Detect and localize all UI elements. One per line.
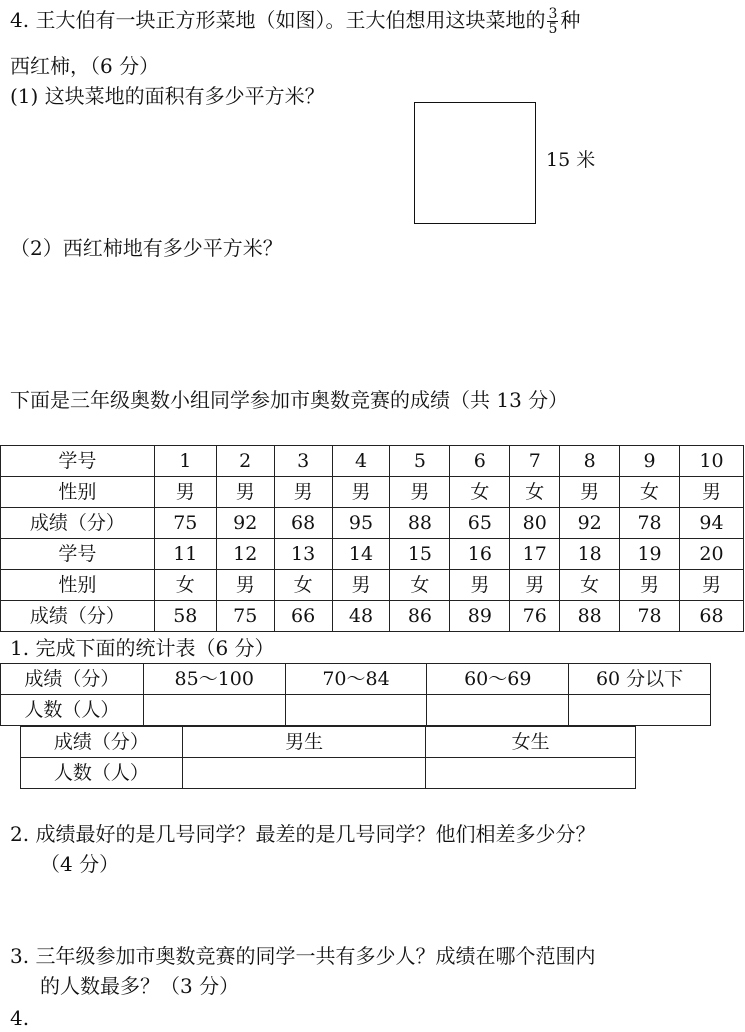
score-table-cell: 女 xyxy=(510,477,560,508)
problem4-line1-suffix: 种 xyxy=(560,8,581,32)
score-table-cell: 16 xyxy=(450,539,510,570)
score-table-cell: 58 xyxy=(154,601,216,632)
score-table-cell: 男 xyxy=(560,477,620,508)
score-table-row xyxy=(1,446,744,477)
fraction-numerator: 3 xyxy=(548,6,558,22)
score-table-cell: 68 xyxy=(680,601,744,632)
answer-cell-girls[interactable] xyxy=(426,758,636,789)
score-table-cell: 4 xyxy=(332,446,390,477)
score-table-cell: 78 xyxy=(620,601,680,632)
problem4-line1-prefix: 4. 王大伯有一块正方形菜地（如图）。王大伯想用这块菜地的 xyxy=(10,8,546,32)
section-intro: 下面是三年级奥数小组同学参加市奥数竞赛的成绩（共 13 分） xyxy=(10,388,569,412)
question4-text: 4. xyxy=(10,1006,30,1030)
score-table-cell: 78 xyxy=(620,508,680,539)
score-table-row-label: 性别 xyxy=(1,570,155,601)
range-stat-header-row xyxy=(1,664,711,695)
score-table-cell: 男 xyxy=(154,477,216,508)
score-table-cell: 女 xyxy=(450,477,510,508)
range-stat-header-cell: 70～84 xyxy=(285,664,427,695)
score-table-cell: 92 xyxy=(560,508,620,539)
fraction-three-fifths xyxy=(547,7,558,36)
question1-text: 1. 完成下面的统计表（6 分） xyxy=(10,636,275,660)
score-table-cell: 1 xyxy=(154,446,216,477)
problem4-line1 xyxy=(10,6,580,36)
answer-cell-70-84[interactable] xyxy=(285,695,427,726)
score-table-cell: 男 xyxy=(216,570,274,601)
question2-line1: 2. 成绩最好的是几号同学？最差的是几号同学？他们相差多少分？ xyxy=(10,822,596,846)
score-table-cell: 9 xyxy=(620,446,680,477)
score-table-cell: 男 xyxy=(450,570,510,601)
gender-stat-header-cell: 女生 xyxy=(426,727,636,758)
score-table-row-label: 性别 xyxy=(1,477,155,508)
score-table-cell: 68 xyxy=(274,508,332,539)
score-table-row xyxy=(1,539,744,570)
score-table-cell: 76 xyxy=(510,601,560,632)
range-stat-header-cell: 成绩（分） xyxy=(1,664,144,695)
score-table-cell: 8 xyxy=(560,446,620,477)
score-table-cell: 男 xyxy=(332,570,390,601)
score-table-cell: 48 xyxy=(332,601,390,632)
score-table-row-label: 成绩（分） xyxy=(1,601,155,632)
score-table-cell: 15 xyxy=(390,539,450,570)
problem4-question2: （2）西红柿地有多少平方米？ xyxy=(10,236,283,260)
score-table-row xyxy=(1,570,744,601)
problem4-question1: (1) 这块菜地的面积有多少平方米？ xyxy=(10,84,325,108)
problem4-line2: 西红柿，（6 分） xyxy=(10,54,160,78)
score-table xyxy=(0,445,744,632)
answer-cell-60-69[interactable] xyxy=(427,695,569,726)
score-table-cell: 20 xyxy=(680,539,744,570)
score-table-cell: 2 xyxy=(216,446,274,477)
gender-stat-header-cell: 成绩（分） xyxy=(21,727,183,758)
score-table-cell: 17 xyxy=(510,539,560,570)
score-table-cell: 10 xyxy=(680,446,744,477)
range-stat-row-label: 人数（人） xyxy=(1,695,144,726)
score-table-body xyxy=(1,446,744,632)
score-table-cell: 18 xyxy=(560,539,620,570)
score-table-cell: 男 xyxy=(680,477,744,508)
score-table-cell: 88 xyxy=(390,508,450,539)
score-table-cell: 94 xyxy=(680,508,744,539)
gender-stat-count-row xyxy=(21,758,636,789)
score-table-cell: 75 xyxy=(216,601,274,632)
range-stat-header-cell: 60 分以下 xyxy=(569,664,711,695)
score-table-cell: 3 xyxy=(274,446,332,477)
score-table-row-label: 学号 xyxy=(1,446,155,477)
score-table-cell: 5 xyxy=(390,446,450,477)
score-table-row-label: 学号 xyxy=(1,539,155,570)
score-table-cell: 男 xyxy=(510,570,560,601)
score-table-cell: 19 xyxy=(620,539,680,570)
range-stat-count-row xyxy=(1,695,711,726)
score-table-cell: 男 xyxy=(332,477,390,508)
gender-stat-header-row xyxy=(21,727,636,758)
question2-line2: （4 分） xyxy=(40,852,120,876)
score-table-cell: 88 xyxy=(560,601,620,632)
range-stat-header-cell: 85～100 xyxy=(143,664,285,695)
score-table-cell: 65 xyxy=(450,508,510,539)
score-table-cell: 12 xyxy=(216,539,274,570)
score-table-cell: 男 xyxy=(680,570,744,601)
answer-cell-85-100[interactable] xyxy=(143,695,285,726)
score-table-cell: 86 xyxy=(390,601,450,632)
score-table-cell: 男 xyxy=(390,477,450,508)
score-table-cell: 女 xyxy=(274,570,332,601)
gender-stat-header-cell: 男生 xyxy=(182,727,426,758)
score-table-cell: 女 xyxy=(154,570,216,601)
score-table-row xyxy=(1,508,744,539)
score-table-cell: 89 xyxy=(450,601,510,632)
score-table-cell: 11 xyxy=(154,539,216,570)
question3-line1: 3. 三年级参加市奥数竞赛的同学一共有多少人？成绩在哪个范围内 xyxy=(10,944,596,968)
score-table-cell: 男 xyxy=(216,477,274,508)
score-table-cell: 男 xyxy=(274,477,332,508)
range-stat-table xyxy=(0,663,711,726)
score-table-cell: 66 xyxy=(274,601,332,632)
gender-stat-table xyxy=(20,726,636,789)
score-table-cell: 女 xyxy=(390,570,450,601)
score-table-cell: 男 xyxy=(620,570,680,601)
score-table-row xyxy=(1,601,744,632)
answer-cell-below-60[interactable] xyxy=(569,695,711,726)
square-garden-figure xyxy=(414,102,536,224)
question3-line2: 的人数最多？（3 分） xyxy=(40,974,240,998)
score-table-cell: 14 xyxy=(332,539,390,570)
score-table-cell: 6 xyxy=(450,446,510,477)
fraction-denominator: 5 xyxy=(548,21,558,37)
answer-cell-boys[interactable] xyxy=(182,758,426,789)
score-table-cell: 75 xyxy=(154,508,216,539)
score-table-cell: 95 xyxy=(332,508,390,539)
score-table-cell: 13 xyxy=(274,539,332,570)
range-stat-header-cell: 60～69 xyxy=(427,664,569,695)
score-table-row-label: 成绩（分） xyxy=(1,508,155,539)
gender-stat-row-label: 人数（人） xyxy=(21,758,183,789)
score-table-cell: 92 xyxy=(216,508,274,539)
score-table-cell: 女 xyxy=(560,570,620,601)
score-table-row xyxy=(1,477,744,508)
score-table-cell: 80 xyxy=(510,508,560,539)
score-table-cell: 7 xyxy=(510,446,560,477)
score-table-cell: 女 xyxy=(620,477,680,508)
square-side-label: 15 米 xyxy=(546,149,596,171)
